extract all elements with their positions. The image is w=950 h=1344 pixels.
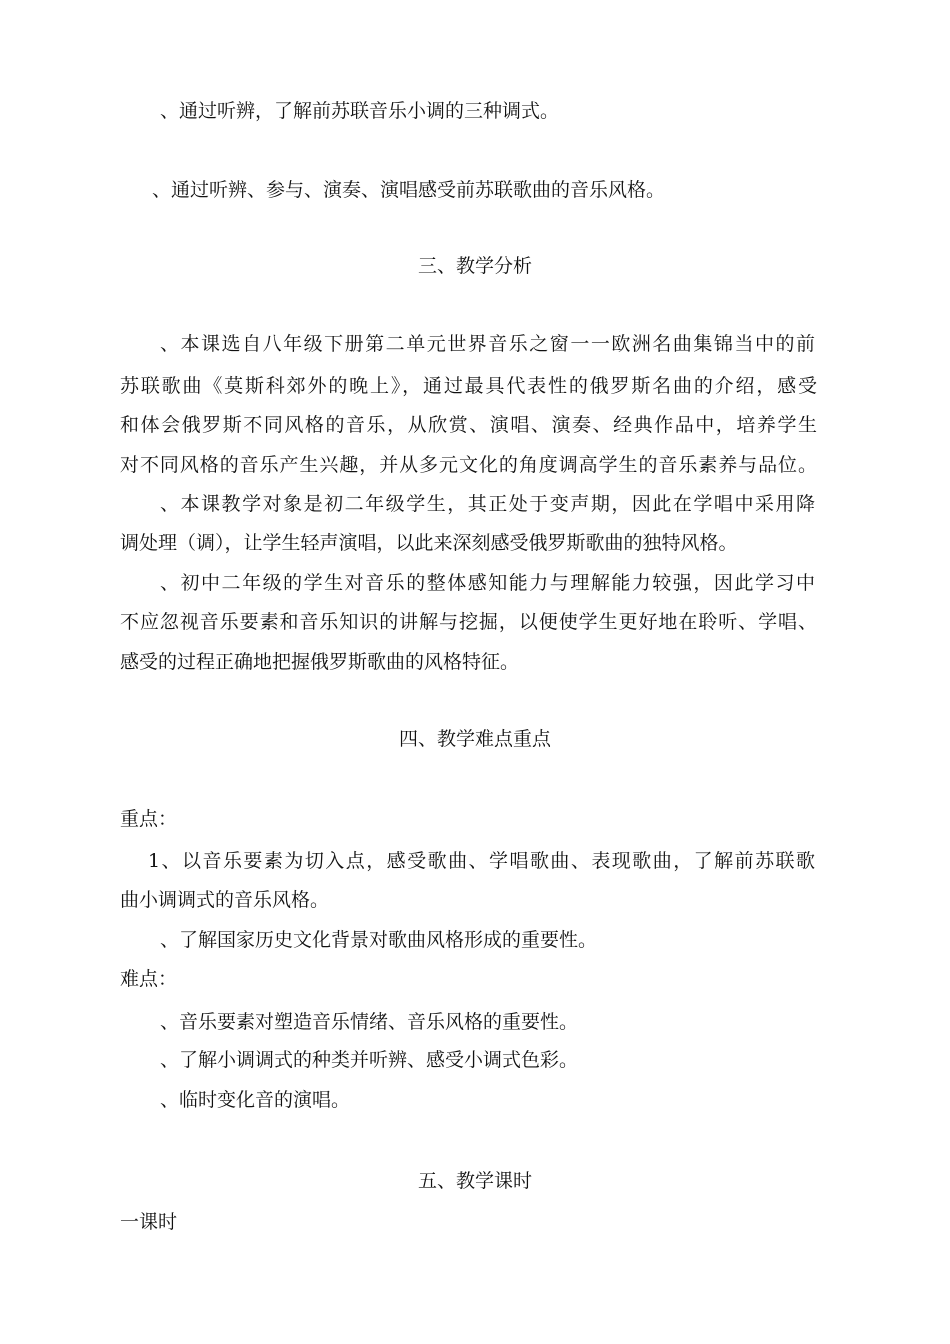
paragraph-line: 感受的过程正确地把握俄罗斯歌曲的风格特征。 [120, 651, 520, 673]
lesson-count: 一课时 [120, 1211, 178, 1233]
paragraph-line: 、本课选自八年级下册第二单元世界音乐之窗一一欧洲名曲集锦当中的前 [160, 333, 815, 355]
section-heading: 五、教学课时 [417, 1170, 532, 1192]
difficulties-label: 难点： [120, 968, 178, 990]
paragraph-line: 调处理（调），让学生轻声演唱，以此来深刻感受俄罗斯歌曲的独特风格。 [120, 532, 738, 554]
difficulty-line: 、临时变化音的演唱。 [160, 1089, 351, 1111]
section-heading: 四、教学难点重点 [398, 728, 551, 750]
objective-line: 、通过听辨，了解前苏联音乐小调的三种调式。 [160, 100, 560, 122]
difficulty-line: 、音乐要素对塑造音乐情绪、音乐风格的重要性。 [160, 1011, 579, 1033]
paragraph-line: 不应忽视音乐要素和音乐知识的讲解与挖掘，以便使学生更好地在聆听、学唱、 [120, 611, 817, 633]
paragraph-line: 和体会俄罗斯不同风格的音乐，从欣赏、演唱、演奏、经典作品中，培养学生 [120, 414, 817, 436]
paragraph-line: 对不同风格的音乐产生兴趣，并从多元文化的角度调高学生的音乐素养与品位。 [120, 454, 817, 476]
key-point-line: 1、以音乐要素为切入点，感受歌曲、学唱歌曲、表现歌曲，了解前苏联歌 [148, 850, 815, 872]
key-point-line: 曲小调调式的音乐风格。 [120, 889, 330, 911]
objective-line: 、通过听辨、参与、演奏、演唱感受前苏联歌曲的音乐风格。 [152, 179, 666, 201]
key-point-line: 、了解国家历史文化背景对歌曲风格形成的重要性。 [160, 929, 598, 951]
paragraph-line: 、本课教学对象是初二年级学生，其正处于变声期，因此在学唱中采用降 [160, 493, 815, 515]
paragraph-line: 苏联歌曲《莫斯科郊外的晚上》，通过最具代表性的俄罗斯名曲的介绍，感受 [120, 375, 817, 397]
paragraph-line: 、初中二年级的学生对音乐的整体感知能力与理解能力较强，因此学习中 [160, 572, 815, 594]
section-heading: 三、教学分析 [417, 255, 532, 277]
key-points-label: 重点： [120, 808, 178, 830]
difficulty-line: 、了解小调调式的种类并听辨、感受小调式色彩。 [160, 1049, 579, 1071]
